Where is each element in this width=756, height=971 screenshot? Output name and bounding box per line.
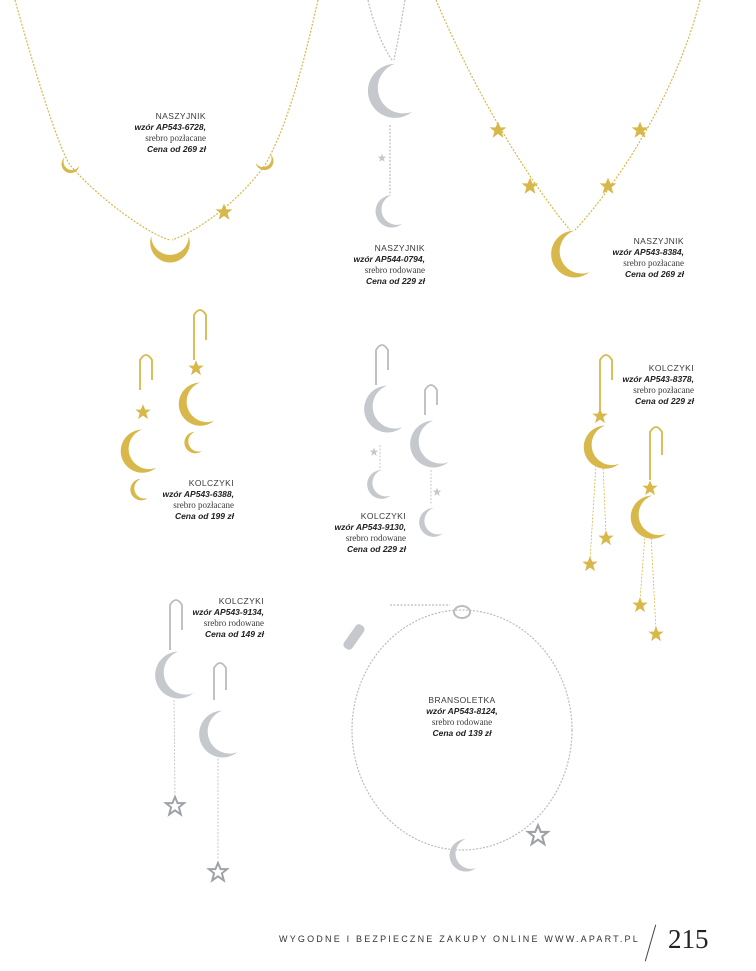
product-type: BRANSOLETKA [428,695,496,705]
product-type: NASZYJNIK [633,236,684,246]
necklace-gold-stars [436,0,700,230]
product-model: wzór AP543-8384, [612,247,684,257]
product-price: Cena od 229 zł [634,396,694,406]
footer-text: WYGODNE I BEZPIECZNE ZAKUPY ONLINE WWW.APART.PL [279,934,640,944]
earrings-silver-long-charms [149,650,238,880]
product-model: wzór AP544-0794, [353,254,425,264]
product-material: srebro pozłacane [173,500,234,510]
product-model: wzór AP543-6388, [162,489,234,499]
product-material: srebro rodowane [345,533,406,543]
product-type: KOLCZYKI [218,596,264,606]
necklace-gold-charms [58,154,277,262]
product-price: Cena od 229 zł [346,544,406,554]
product-label [176,596,264,640]
product-type: KOLCZYKI [360,511,406,521]
product-type: NASZYJNIK [155,111,206,121]
earrings-gold-chains [590,465,656,630]
product-price: Cena od 139 zł [432,728,492,738]
product-material: srebro pozłacane [145,133,206,143]
bracelet-silver [342,605,572,876]
product-model: wzór AP543-8378, [622,374,694,384]
product-model: wzór AP543-9134, [192,607,264,617]
earrings-silver-moon [376,345,437,505]
product-label [118,111,206,155]
product-material: srebro rodowane [431,717,493,727]
product-price: Cena od 149 zł [204,629,264,639]
page-number: 215 [668,924,709,954]
necklace-silver-charms [360,63,412,233]
product-price: Cena od 269 zł [624,269,684,279]
product-type: NASZYJNIK [374,243,425,253]
product-material: srebro rodowane [364,265,425,275]
product-model: wzór AP543-8124, [426,706,498,716]
product-price: Cena od 229 zł [365,276,425,286]
earrings-gold-moon-star [140,310,206,390]
product-label [414,695,510,739]
product-price: Cena od 199 zł [174,511,234,521]
product-material: srebro rodowane [203,618,264,628]
product-label [606,363,694,407]
product-material: srebro pozłacane [633,385,694,395]
product-label [596,236,684,280]
product-model: wzór AP543-6728, [134,122,206,132]
product-material: srebro pozłacane [623,258,684,268]
product-label [318,511,406,555]
product-type: KOLCZYKI [188,478,234,488]
earrings-silver-chains [174,700,218,860]
product-price: Cena od 269 zł [146,144,206,154]
earrings-gold-long-charms [578,408,667,641]
product-model: wzór AP543-9130, [334,522,406,532]
product-type: KOLCZYKI [648,363,694,373]
product-label [337,243,425,287]
product-label [146,478,234,522]
